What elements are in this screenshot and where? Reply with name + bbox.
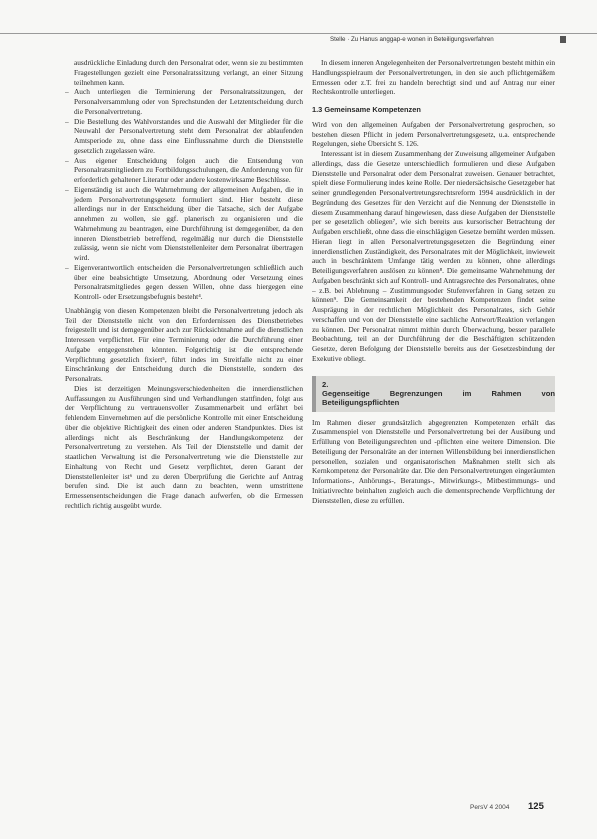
list-item: – Die Bestellung des Wahlvorstandes und die Auswahl der Mitglieder für die Neuwahl der Personalvertretung steht dem Personalrat der ablaufenden Amtsperiode zu, ohne dass eine Einflussnahme durch die Dienststelle gesetzlich zugelassen wäre.: [65, 117, 303, 156]
journal-reference: PersV 4 2004: [470, 804, 510, 811]
body-paragraph: Dies ist derzeitigen Meinungsverschiedenheiten die innerdienstlichen Auffassungen zu Ausführungen sind und Verhandlungen stattfinden, folgt aus der Verpflichtung zu vertrauensvoller Zusammenarbeit und erfährt bei fehlendem Einvernehmen auf die persönliche Kontrolle mit einer Entscheidung über die objektive Richtigkeit des einen oder anderen Standpunktes. Dies ist allerdings nicht als Beschränkung der Handlungskompetenz der Personalvertretung zu verstehen. Als Teil der Dienststelle und damit der staatlichen Verwaltung ist die Personalvertretung wie die Dienststelle zur Einhaltung von Recht und Gesetz verpflichtet, deren Garant der Dienststellenleiter ist⁶ und zu deren Überprüfung die Gerichte auf Antrag berufen sind. Die ist auch dann zu beachten, wenn umstrittene Ermessensentscheidungen die Frage danach aufwerfen, ob die Ermessen rechtlich richtig ausgeübt wurde.: [65, 383, 303, 510]
body-paragraph: In diesem inneren Angelegenheiten der Personalvertretungen besteht mithin ein Handlungsspielraum der Personalvertretungen, in den sie auch pflichtgemäßem Ermessen oder z.T. frei zu handeln berechtigt sind und auf Antrag nur einer Rechtskontrolle unterliegen.: [312, 58, 555, 97]
section-heading: 1.3 Gemeinsame Kompetenzen: [312, 105, 421, 114]
section-number: 2.: [322, 379, 329, 389]
running-header: [0, 0, 597, 46]
body-paragraph: Interessant ist in diesem Zusammenhang der Zuweisung allgemeiner Aufgaben allerdings, dass die Gesetze unterschiedlich formulieren und diese Aufgaben Dienststelle und Personalrat oder dem Personalrat zuweisen. Genauer betrachtet, spielt diese Formulierung indes keine Rolle. Der niedersächsische Gesetzgeber hat seiner grundlegenden Personalvertretungsrechtsreform 1994 ausdrücklich in der Begründung des Gesetzes für den Verzicht auf die Nennung der Dienststelle in diesem Zusammenhang darauf hingewiesen, dass diese Aufgaben der Dienststelle per se gesetzlich obliegen⁷, wie sich bereits aus kursorischer Betrachtung der Aufgaben erschließt, ohne dass die einschlägigen Gesetze bemüht werden müssen. Hieran liegt in allen Personalvertretungsgesetzen die Begründung einer innerdienstlichen Zuständigkeit, des Personalrates mit der Möglichkeit, inwieweit auch in beschränktem Umfange tätig werden zu können, ohne allerdings Beteiligungsverfahren auslösen zu können⁸. Die gemeinsame Wahrnehmung der Aufgaben beschränkt sich auf Kontroll- und Antragsrechte des Personalrates, ohne – z.B. bei Ablehnung – Zustimmungsoder Stufenverfahren in Gang setzen zu können⁹. Die Gemeinsamkeit der bestehenden Kompetenzen findet seine Ausprägung in der rechtlichen Möglichkeit des Personalrates, sich Gehör verschaffen und von der Dienststelle eine sachliche Antwort/Reaktion verlangen zu können. Der Personalrat nimmt mithin durch Überwachung, besser parallele Beobachtung, teil an der Durchführung der die Beschäftigten schützenden Gesetze, deren Befolgung der Dienststelle bereits aus der Gesetzesbindung der Exekutive obliegt.: [312, 149, 555, 363]
section-heading-box: [312, 376, 555, 412]
body-paragraph: Im Rahmen dieser grundsätzlich abgegrenzten Kompetenzen erhält das Zusammenspiel von Dienststelle und Personalvertretung bei der Ausübung und Erfüllung von Beteiligungsrechten und -pflichten eine weitere Dimension. Die Beteiligung der Personalräte an der internen Willensbildung bei innerdienstlichen personellen, sozialen und organisatorischen Maßnahmen stellt sich als Kernkompetenz der Personalräte dar. Die den Personalvertretungen eingeräumten Informations-, Anhörungs-, Beratungs-, Mitwirkungs-, Mitbestimmungs- und Initiativrechte beinhalten zugleich auch die dementsprechende Verpflichtung der Dienststellen, diese zu erfüllen.: [312, 417, 555, 505]
page-footer: [470, 801, 570, 815]
header-marker: [560, 36, 566, 43]
section-heading: Gegenseitige Begrenzungen im Rahmen von Beteiligungspflichten: [322, 388, 555, 408]
list-item: – Eigenständig ist auch die Wahrnehmung der allgemeinen Aufgaben, die in jedem Personalvertretungsgesetz formuliert sind. Hier besteht diese allerdings nur in der Entscheidung über die Tatsache, sich der Aufgabe annehmen zu wollen, sie ggf. planerisch zu organisieren und die Wahrnehmung zu beantragen, eine Durchführung ist demgegenüber, da den inneren Dienstbetrieb betreffend, regelmäßig nur durch die Dienststelle zulässig, wenn sie nicht vom Dienststellenleiter dem Personalrat übertragen wird.: [65, 185, 303, 263]
body-paragraph: Unabhängig von diesen Kompetenzen bleibt die Personalvertretung jedoch als Teil der Dienststelle nicht von den Erfordernissen des Dienstbetriebes freigestellt und ist demgegenüber auch zur Rücksichtnahme auf die dienstlichen Interessen verpflichtet. Für eine Terminierung oder die Durchführung einer Aufgabe entgegenstehen könnten. Folgerichtig ist die entsprechende Verpflichtung gesetzlich fixiert⁵, führt indes im Streitfalle nicht zu einer Einschränkung der Entscheidung durch die Dienststelle, sondern des Personalrats.: [65, 305, 303, 383]
running-title: Stelle · Zu Hanus anggap-e wonen in Beteiligungsverfahren: [330, 36, 494, 43]
header-rule: [0, 33, 597, 34]
page-number: 125: [528, 801, 544, 812]
list-continuation: ausdrückliche Einladung durch den Personalrat oder, wenn sie zu bestimmten Fragestellungen gezielt eine Personalratssitzung verlangt, an einer Sitzung teilnehmen kann.: [74, 58, 303, 87]
list-item: – Eigenverantwortlich entscheiden die Personalvertretungen schließlich auch über eine beabsichtigte Umsetzung, Abordnung oder Versetzung eines Personalratsmitgliedes gegen dessen Willen, ohne dass hiergegen eine Kontroll- oder Ersetzungsbefugnis besteht⁴.: [65, 263, 303, 302]
body-paragraph: Wird von den allgemeinen Aufgaben der Personalvertretung gesprochen, so bestehen diesen Pflicht in jedem Personalvertretungsgesetz, u.a. entsprechende Regelungen, siehe Übersicht S. 126.: [312, 119, 555, 149]
right-column: [312, 58, 555, 793]
left-column: [65, 58, 303, 793]
list-item: – Auch unterliegen die Terminierung der Personalratssitzungen, der Personalversammlung oder von Sprechstunden der Letztentscheidung durch die Personalvertretung.: [65, 87, 303, 116]
list-item: – Aus eigener Entscheidung folgen auch die Entsendung von Personalratsmitgliedern zu Fortbildungsschulungen, die Anforderung von für erforderlich gehaltener Literatur oder andere kostenwirksame Beschlüsse.: [65, 156, 303, 185]
competence-list: [65, 87, 303, 302]
